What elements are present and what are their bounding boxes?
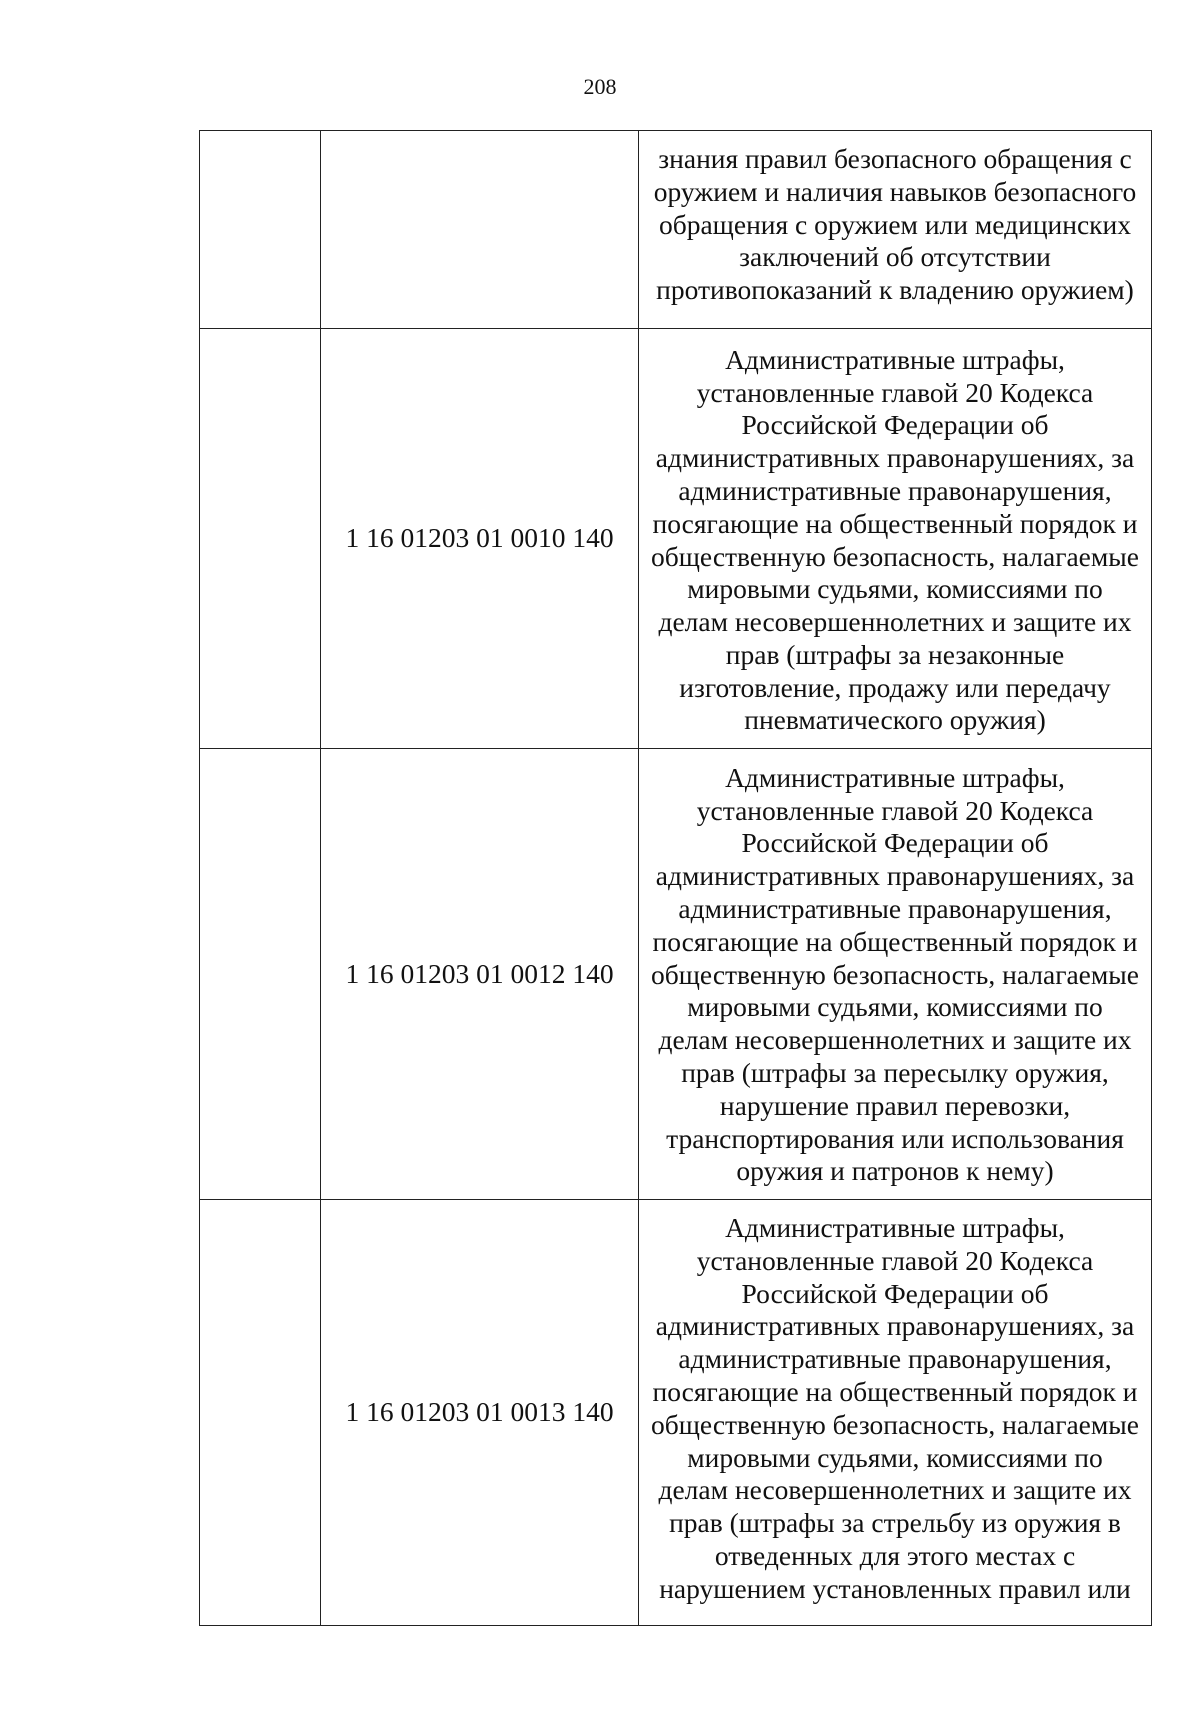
- description-line: посягающие на общественный порядок и: [652, 507, 1138, 539]
- income-code-cell: 1 16 01203 01 0012 140: [321, 749, 639, 1200]
- description-line: административных правонарушениях, за: [655, 1310, 1135, 1342]
- admin-code-cell: [200, 329, 321, 749]
- description-line: административных правонарушениях, за: [655, 442, 1135, 474]
- description-cell: [639, 749, 1152, 1200]
- description-line: установленные главой 20 Кодекса: [696, 794, 1094, 826]
- description-line: заключений об отсутствии: [739, 241, 1051, 273]
- budget-classification-table: [199, 130, 1152, 1626]
- table-row: [200, 131, 1152, 329]
- description-line: делам несовершеннолетних и защите их: [658, 1474, 1132, 1506]
- description-line: прав (штрафы за незаконные: [725, 638, 1065, 670]
- description-line: оружия и патронов к нему): [736, 1155, 1054, 1187]
- description-line: транспортирования или использования: [666, 1122, 1124, 1154]
- description-line: мировыми судьями, комиссиями по: [687, 573, 1103, 605]
- admin-code-cell: [200, 1200, 321, 1626]
- description-line: посягающие на общественный порядок и: [652, 1375, 1138, 1407]
- income-code-cell: 1 16 01203 01 0010 140: [321, 329, 639, 749]
- description-line: нарушение правил перевозки,: [719, 1089, 1071, 1121]
- income-code-cell: 1 16 01203 01 0013 140: [321, 1200, 639, 1626]
- description-line: административных правонарушениях, за: [655, 860, 1135, 892]
- description-line: общественную безопасность, налагаемые: [651, 958, 1139, 990]
- description-line: прав (штрафы за стрельбу из оружия в: [669, 1507, 1121, 1539]
- description-line: установленные главой 20 Кодекса: [696, 376, 1094, 408]
- description-line: противопоказаний к владению оружием): [656, 274, 1134, 306]
- description-line: Российской Федерации об: [741, 827, 1049, 859]
- description-line: мировыми судьями, комиссиями по: [687, 1441, 1103, 1473]
- description-line: отведенных для этого местах с: [714, 1539, 1076, 1571]
- description-line: знания правил безопасного обращения с: [658, 143, 1132, 174]
- description-line: нарушением установленных правил или: [659, 1572, 1131, 1604]
- description-line: административные правонарушения,: [678, 474, 1112, 506]
- description-line: Административные штрафы,: [725, 1212, 1065, 1243]
- description-cell: [639, 1200, 1152, 1626]
- description-line: административные правонарушения,: [678, 893, 1112, 924]
- description-line: посягающие на общественный порядок и: [652, 925, 1138, 957]
- table-row: [200, 329, 1152, 749]
- description-cell: [639, 329, 1152, 749]
- description-line: Административные штрафы,: [725, 343, 1065, 375]
- description-line: общественную безопасность, налагаемые: [651, 540, 1139, 572]
- description-cell: [639, 131, 1152, 329]
- description-line: Административные штрафы,: [725, 761, 1065, 793]
- description-line: делам несовершеннолетних и защите их: [658, 606, 1132, 638]
- description-line: установленные главой 20 Кодекса: [696, 1244, 1094, 1276]
- description-line: прав (штрафы за пересылку оружия,: [681, 1056, 1109, 1088]
- table-row: [200, 749, 1152, 1200]
- admin-code-cell: [200, 131, 321, 329]
- page-number: 208: [583, 74, 617, 99]
- description-line: общественную безопасность, налагаемые: [651, 1408, 1139, 1440]
- description-line: изготовление, продажу или передачу: [679, 671, 1111, 703]
- description-line: мировыми судьями, комиссиями по: [687, 991, 1103, 1023]
- description-line: обращения с оружием или медицинских: [658, 208, 1131, 240]
- admin-code-cell: [200, 749, 321, 1200]
- description-line: оружием и наличия навыков безопасного: [653, 175, 1137, 207]
- description-line: Российской Федерации об: [741, 409, 1049, 441]
- description-line: административные правонарушения,: [678, 1343, 1112, 1375]
- description-line: делам несовершеннолетних и защите их: [658, 1024, 1132, 1056]
- income-code-cell: [321, 131, 639, 329]
- description-line: Российской Федерации об: [741, 1277, 1049, 1309]
- description-line: пневматического оружия): [744, 704, 1046, 736]
- table-row: [200, 1200, 1152, 1626]
